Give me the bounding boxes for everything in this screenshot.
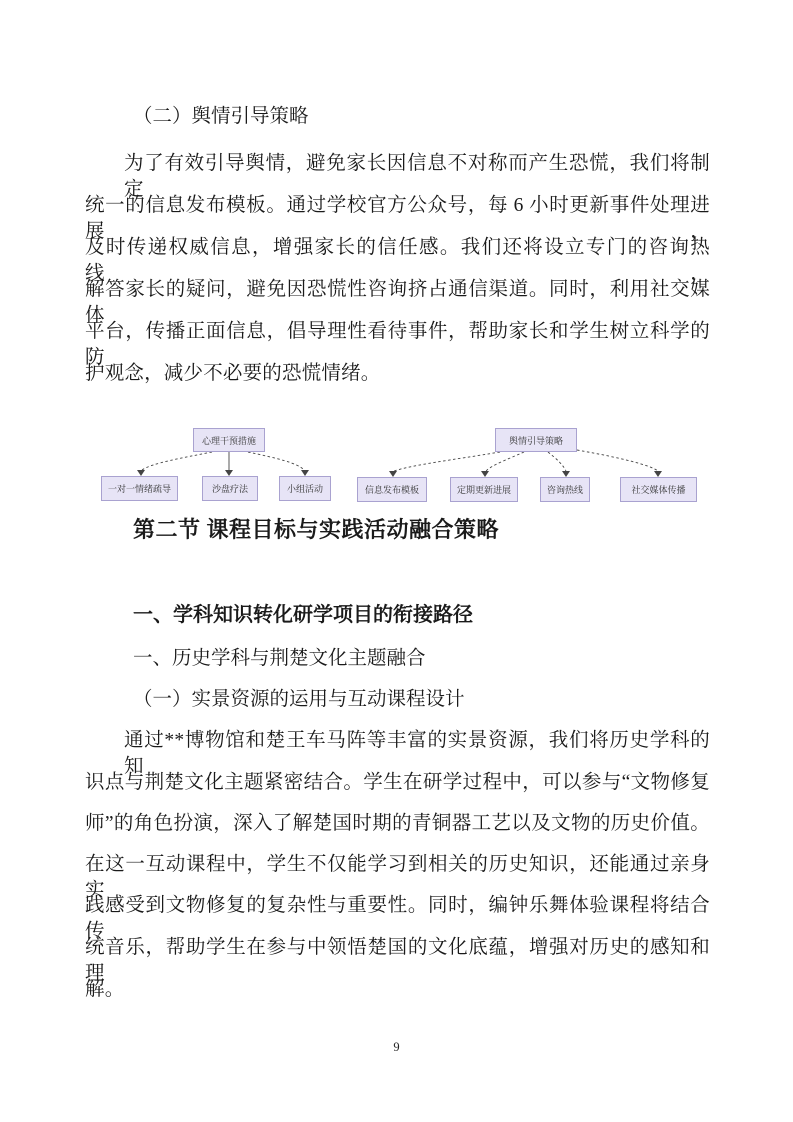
heading-real-scene-resources: （一）实景资源的运用与互动课程设计 [133, 689, 465, 710]
heading-chapter-section2: 第二节 课程目标与实践活动融合策略 [133, 517, 500, 542]
flowchart-node-opinion-guidance-root: 舆情引导策略 [495, 428, 577, 452]
page-number: 9 [393, 1040, 400, 1054]
para1-line: 解答家长的疑问，避免因恐慌性咨询挤占通信渠道。同时，利用社交媒体 [85, 279, 710, 326]
para2-line: 师”的角色扮演，深入了解楚国时期的青铜器工艺以及文物的历史价值。 [85, 813, 710, 834]
flowchart-node-info-release-template: 信息发布模板 [357, 477, 427, 502]
para2-line: 践感受到文物修复的复杂性与重要性。同时，编钟乐舞体验课程将结合传 [85, 895, 710, 942]
para2-line: 在这一互动课程中，学生不仅能学习到相关的历史知识，还能通过亲身实 [85, 854, 710, 901]
para1-line: 统一的信息发布模板。通过学校官方公众号，每 6 小时更新事件处理进展， [85, 195, 710, 242]
flowchart-diagram [0, 418, 793, 513]
para2-line: 解。 [85, 979, 125, 1000]
flowchart-node-psych-intervention-root: 心理干预措施 [193, 428, 265, 452]
para1-line: 及时传递权威信息，增强家长的信任感。我们还将设立专门的咨询热线， [85, 237, 710, 284]
flowchart-node-regular-progress-update: 定期更新进展 [450, 477, 518, 502]
heading-history-jingchu-fusion: 一、历史学科与荆楚文化主题融合 [133, 648, 426, 669]
heading-yuqing-strategy: （二）舆情引导策略 [133, 106, 309, 127]
flowchart-node-one-on-one-counseling: 一对一情绪疏导 [101, 476, 178, 501]
flowchart-node-hotline: 咨询热线 [540, 477, 590, 502]
para1-line: 平台，传播正面信息，倡导理性看待事件，帮助家长和学生树立科学的防 [85, 321, 710, 368]
para1-line: 为了有效引导舆情，避免家长因信息不对称而产生恐慌，我们将制定 [124, 153, 710, 200]
heading-subject-knowledge-path: 一、学科知识转化研学项目的衔接路径 [133, 604, 473, 626]
para1-line: 护观念，减少不必要的恐慌情绪。 [85, 363, 381, 384]
flowchart-node-sandbox-therapy: 沙盘疗法 [202, 476, 258, 501]
para2-line: 统音乐，帮助学生在参与中领悟楚国的文化底蕴，增强对历史的感知和理 [85, 937, 710, 984]
para2-line: 识点与荆楚文化主题紧密结合。学生在研学过程中，可以参与“文物修复 [85, 772, 710, 793]
para2-line: 通过**博物馆和楚王车马阵等丰富的实景资源，我们将历史学科的知 [124, 730, 710, 777]
flowchart-node-group-activity: 小组活动 [279, 476, 331, 501]
flowchart-node-social-media: 社交媒体传播 [620, 477, 697, 502]
